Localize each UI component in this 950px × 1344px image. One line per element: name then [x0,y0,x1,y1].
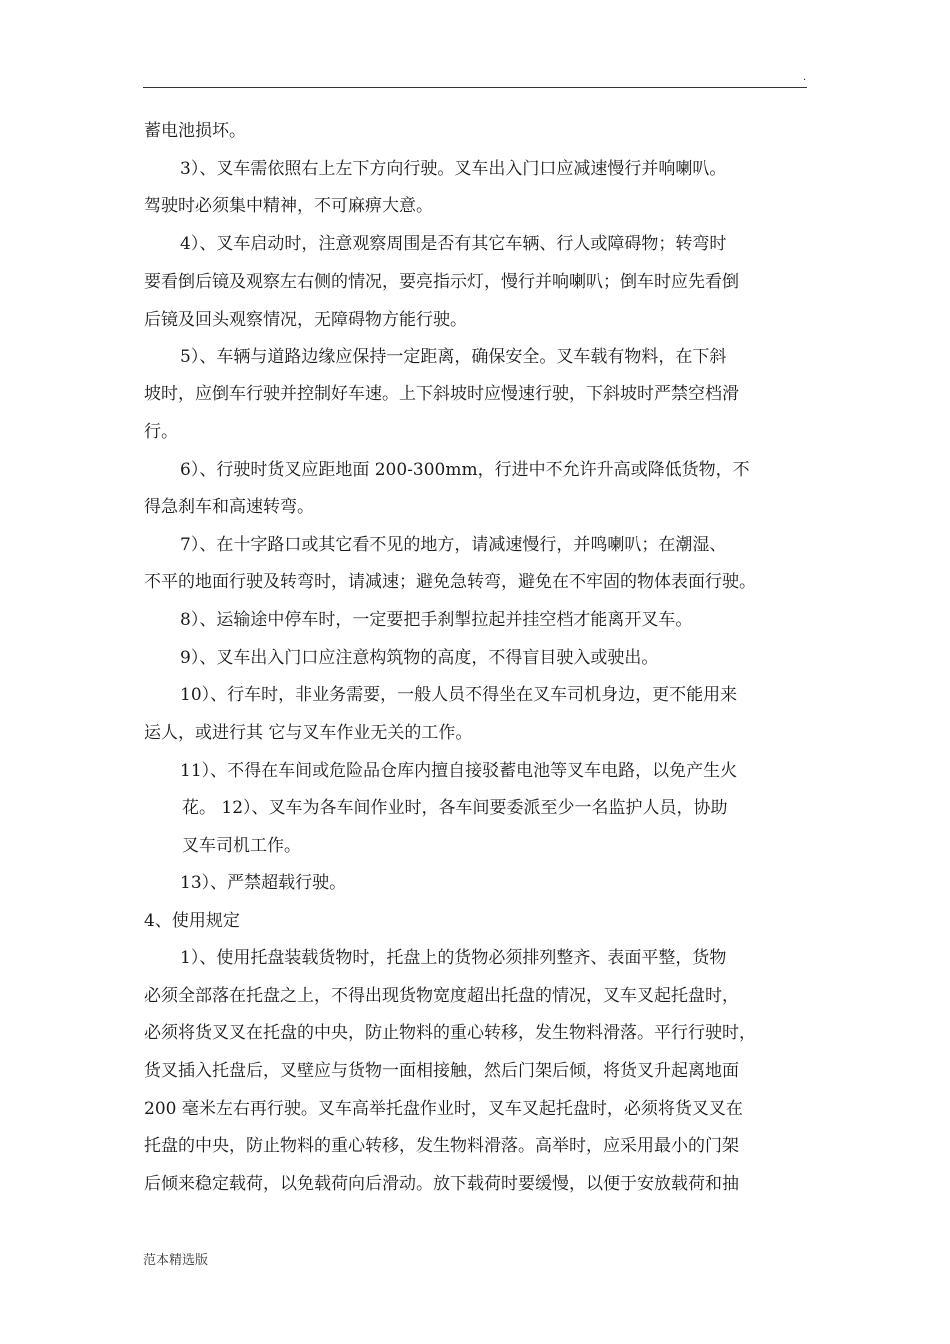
body-line: 必须全部落在托盘之上，不得出现货物宽度超出托盘的情况，叉车叉起托盘时， [144,986,739,1006]
body-line: 6）、行驶时货叉应距地面 200-300mm，行进中不允许升高或降低货物，不 [180,460,750,480]
header-rule [143,87,807,88]
body-line: 后倾来稳定载荷，以免载荷向后滑动。放下载荷时要缓慢，以便于安放载荷和抽 [144,1174,739,1194]
body-line: 8）、运输途中停车时，一定要把手刹掣拉起并挂空档才能离开叉车。 [180,610,693,630]
body-line: 后镜及回头观察情况，无障碍物方能行驶。 [144,310,467,330]
body-line: 要看倒后镜及观察左右侧的情况，要亮指示灯，慢行并响喇叭；倒车时应先看倒 [144,272,739,292]
body-line: 11）、不得在车间或危险品仓库内擅自接驳蓄电池等叉车电路，以免产生火 [180,761,738,781]
body-line: 行。 [144,422,178,442]
body-line: 9）、叉车出入门口应注意构筑物的高度，不得盲目驶入或驶出。 [180,648,659,668]
body-line: 托盘的中央，防止物料的重心转移，发生物料滑落。高举时，应采用最小的门架 [144,1136,739,1156]
body-line: 200 毫米左右再行驶。叉车高举托盘作业时，叉车叉起托盘时，必须将货叉叉在 [144,1099,743,1119]
body-line: 驾驶时必须集中精神，不可麻痹大意。 [144,196,433,216]
section-heading: 4、使用规定 [144,911,240,931]
body-line: 10）、行车时，非业务需要，一般人员不得坐在叉车司机身边，更不能用来 [180,685,738,705]
body-line: 5）、车辆与道路边缘应保持一定距离，确保安全。叉车载有物料，在下斜 [180,347,727,367]
body-line: 3）、叉车需依照右上左下方向行驶。叉车出入门口应减速慢行并响喇叭。 [180,159,727,179]
body-line: 4）、叉车启动时，注意观察周围是否有其它车辆、行人或障碍物；转弯时 [180,234,727,254]
body-line: 运人，或进行其 它与叉车作业无关的工作。 [144,723,473,743]
body-line: 蓄电池损坏。 [144,121,246,141]
body-line: 不平的地面行驶及转弯时，请减速；避免急转弯，避免在不牢固的物体表面行驶。 [144,572,756,592]
body-line: 花。 12）、叉车为各车间作业时，各车间要委派至少一名监护人员，协助 [182,798,728,818]
body-line: 叉车司机工作。 [182,836,301,856]
page-footer: 范本精选版 [143,1253,209,1268]
body-line: 货叉插入托盘后，叉壁应与货物一面相接触，然后门架后倾，将货叉升起离地面 [144,1061,739,1081]
body-line: 坡时，应倒车行驶并控制好车速。上下斜坡时应慢速行驶，下斜坡时严禁空档滑 [144,384,739,404]
body-line: 得急刹车和高速转弯。 [144,497,314,517]
header-mark: . [803,72,807,83]
body-line: 7）、在十字路口或其它看不见的地方，请减速慢行，并鸣喇叭；在潮湿、 [180,535,727,555]
body-line: 必须将货叉叉在托盘的中央，防止物料的重心转移，发生物料滑落。平行行驶时， [144,1023,756,1043]
body-line: 1）、使用托盘装载货物时，托盘上的货物必须排列整齐、表面平整，货物 [180,948,727,968]
body-line: 13）、严禁超载行驶。 [180,873,347,893]
